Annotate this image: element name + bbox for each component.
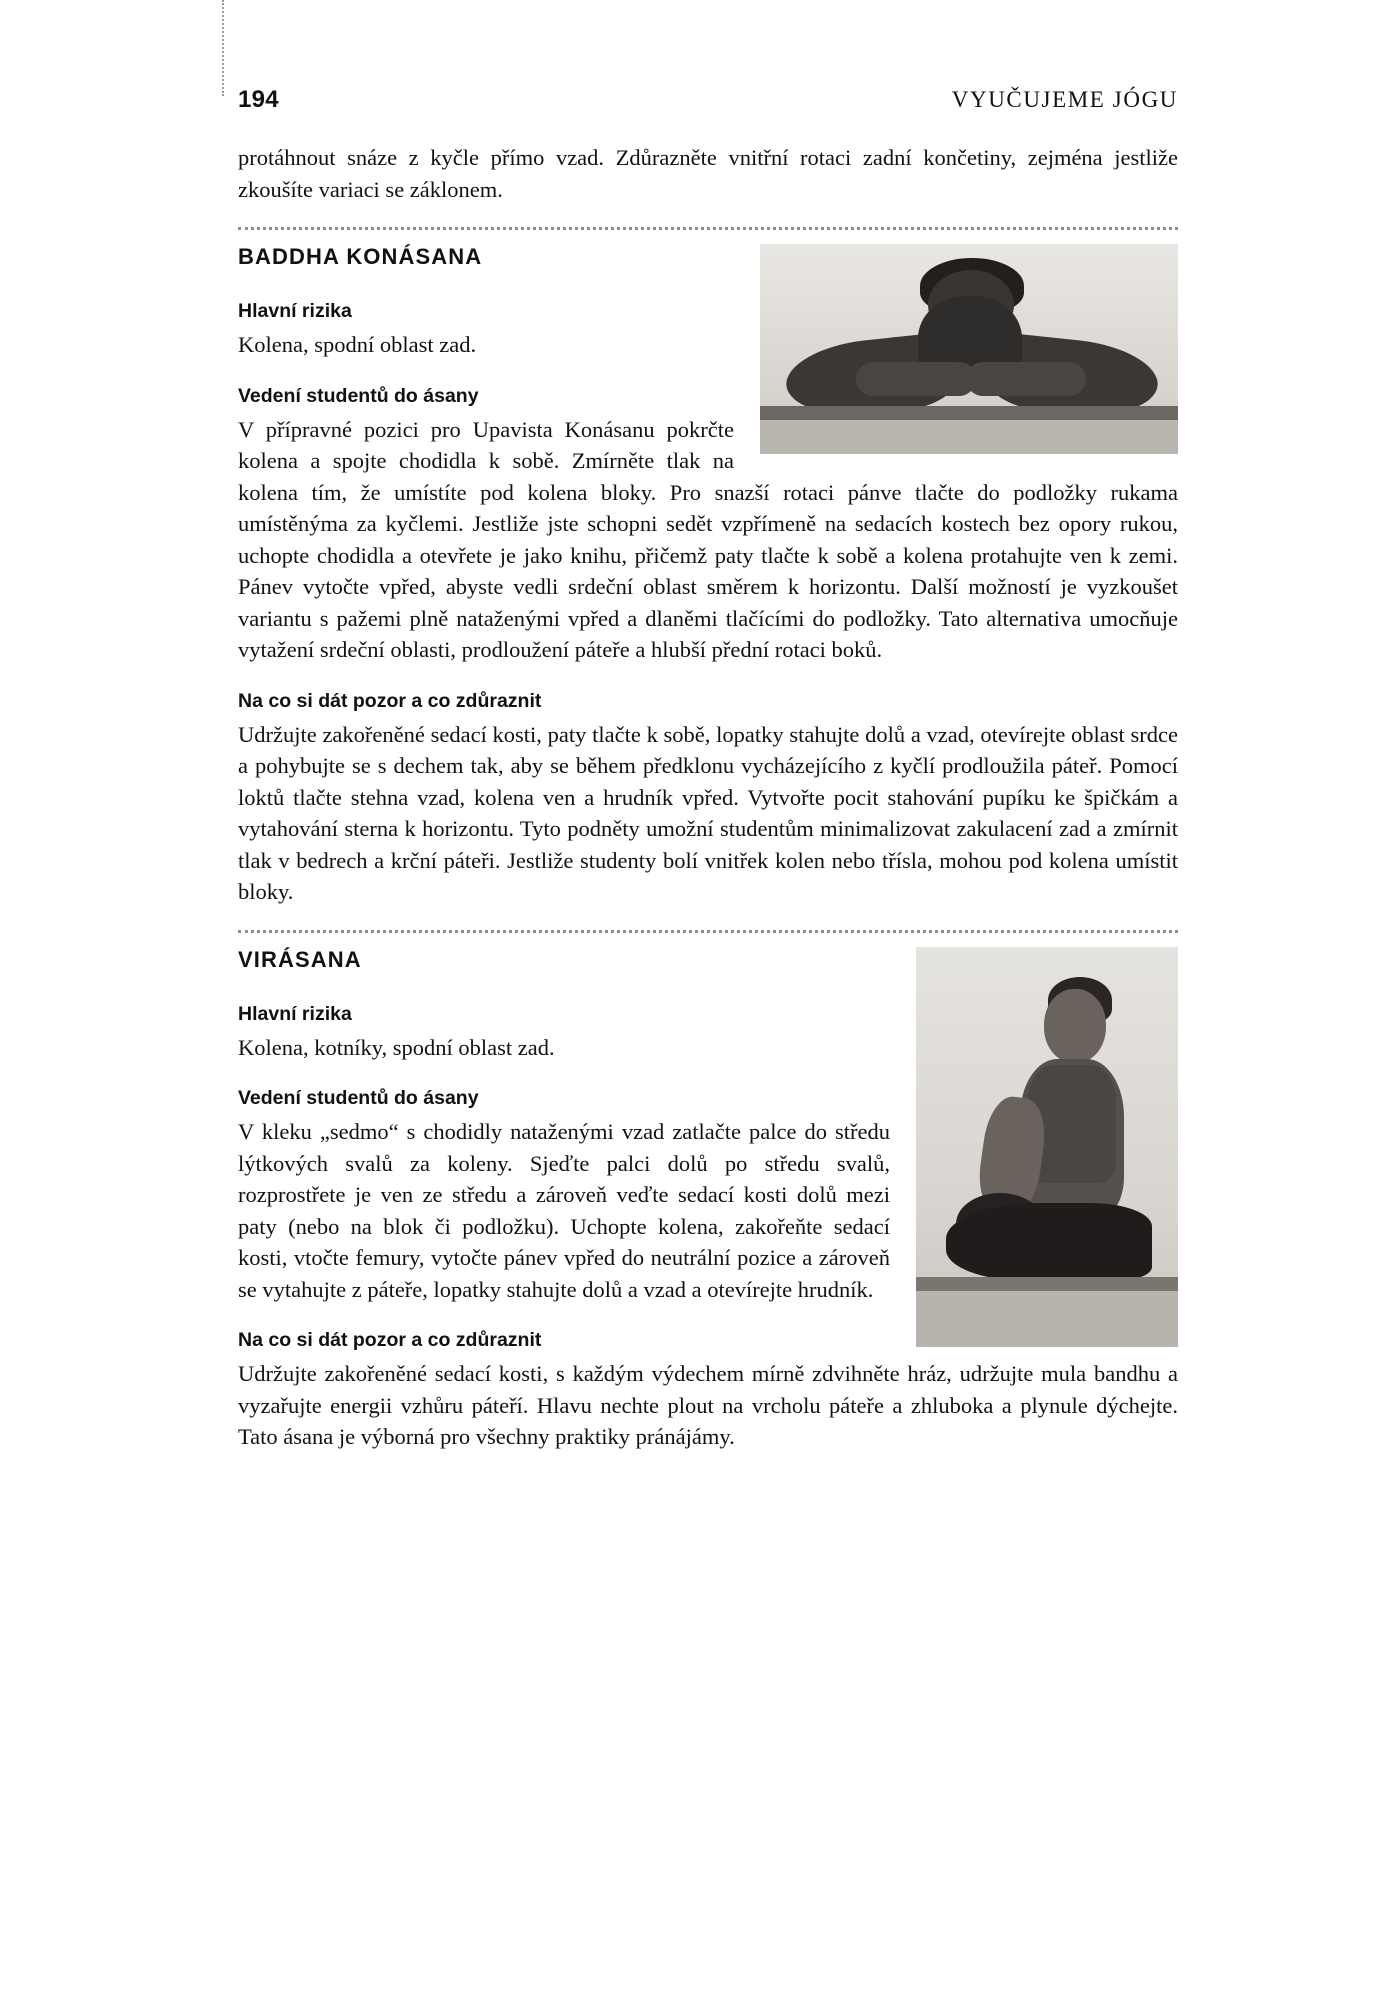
running-head (238, 86, 1178, 116)
section-divider-1 (238, 227, 1178, 230)
figure-arm-left (856, 362, 976, 396)
watch-text: Udržujte zakořeněné sedací kosti, paty tlačte k sobě, lopatky stahujte dolů a vzad, otevírejte oblast srdce a pohybujte se s dechem tak, aby se během předklonu vycházejícího z kyčlí prodloužila páteř. Pomocí loktů tlačte stehna vzad, kolena ven a hrudník vpřed. Vytvořte pocit stahování pupíku ke špičkám a vytahování sterna k horizontu. Tyto podněty umožní studentům minimalizovat zakulacení zad a zmírnit tlak v bedrech a krční páteři. Jestliže studenty bolí vnitřek kolen nebo třísla, mohou pod kolena umístit bloky. (238, 721, 1178, 904)
guidance-heading: Vedení studentů do ásany (238, 1087, 479, 1109)
running-title: VYUČUJEME JÓGU (951, 87, 1178, 112)
watch-heading: Na co si dát pozor a co zdůraznit (238, 689, 542, 712)
figure-head (1044, 989, 1106, 1063)
margin-dotted-rule (222, 0, 224, 96)
figure-baddha-konasana (760, 244, 1178, 454)
guidance-text: V přípravné pozici pro Upavista Konásanu pokrčte kolena a spojte chodidla k sobě. Zmírněte tlak na kolena tím, že umístíte pod kolena bloky. Pro snazší rotaci pánve tlačte do podložky rukama umístěnýma za kyčlemi. Jestliže jste schopni sedět vzpřímeně na sedacích kostech bez opory rukou, uchopte chodidla a otevřete je jako knihu, přičemž paty tlačte k sobě a kolena protahujte ven k zemi. Pánev vytočte vpřed, abyste vedli srdeční oblast směrem k horizontu. Další možností je vyzkoušet variantu s pažemi plně nataženými vpřed a dlaněmi tlačícími do podložky. Tato alternativa umocňuje vytažení srdeční oblasti, prodloužení páteře a hlubší přední rotaci boků. (238, 416, 1178, 662)
figure-shins (946, 1203, 1152, 1281)
risks-text: Kolena, spodní oblast zad. (238, 332, 477, 357)
guidance-heading: Vedení studentů do ásany (238, 384, 479, 407)
intro-paragraph: protáhnout snáze z kyčle přímo vzad. Zdůrazněte vnitřní rotaci zadní končetiny, zejména jestliže zkoušíte variaci se záklonem. (238, 145, 1178, 202)
figure-floor (760, 420, 1178, 454)
section-divider-2 (238, 930, 1178, 933)
section-baddha-konasana (238, 244, 1178, 908)
risks-heading: Hlavní rizika (238, 1002, 352, 1025)
guidance-text: V kleku „sedmo“ s chodidly nataženými vzad zatlačte palce do středu lýtkových svalů za koleny. Sjeďte palci dolů po středu svalů, rozprostřete je ven ze středu a zároveň veďte sedací kosti dolů mezi paty (nebo na blok či podložku). Uchopte kolena, zakořeňte sedací kosti, vtočte femury, vytočte pánev vpřed do neutrální pozice a zároveň se vytahujte z páteře, lopatky stahujte dolů a vzad a otevírejte hrudník. (238, 1119, 890, 1302)
figure-virasana (916, 947, 1178, 1347)
asana-title: VIRÁSANA (238, 946, 362, 972)
page-body (238, 142, 1178, 1453)
watch-heading: Na co si dát pozor a co zdůraznit (238, 1329, 542, 1351)
risks-text: Kolena, kotníky, spodní oblast zad. (238, 1034, 555, 1060)
asana-title: BADDHA KONÁSANA (238, 244, 483, 269)
figure-floor (916, 1291, 1178, 1347)
figure-arm-right (966, 362, 1086, 396)
risks-heading: Hlavní rizika (238, 300, 352, 322)
section-virasana (238, 947, 1178, 1453)
watch-text: Udržujte zakořeněné sedací kosti, s každým výdechem mírně zdvihněte hráz, udržujte mula bandhu a vyzařujte energii vzhůru páteří. Hlavu nechte plout na vrcholu páteře a zhluboka a plynule dýchejte. Tato ásana je výborná pro všechny praktiky pránájámy. (238, 1361, 1178, 1449)
page-number: 194 (238, 86, 279, 113)
